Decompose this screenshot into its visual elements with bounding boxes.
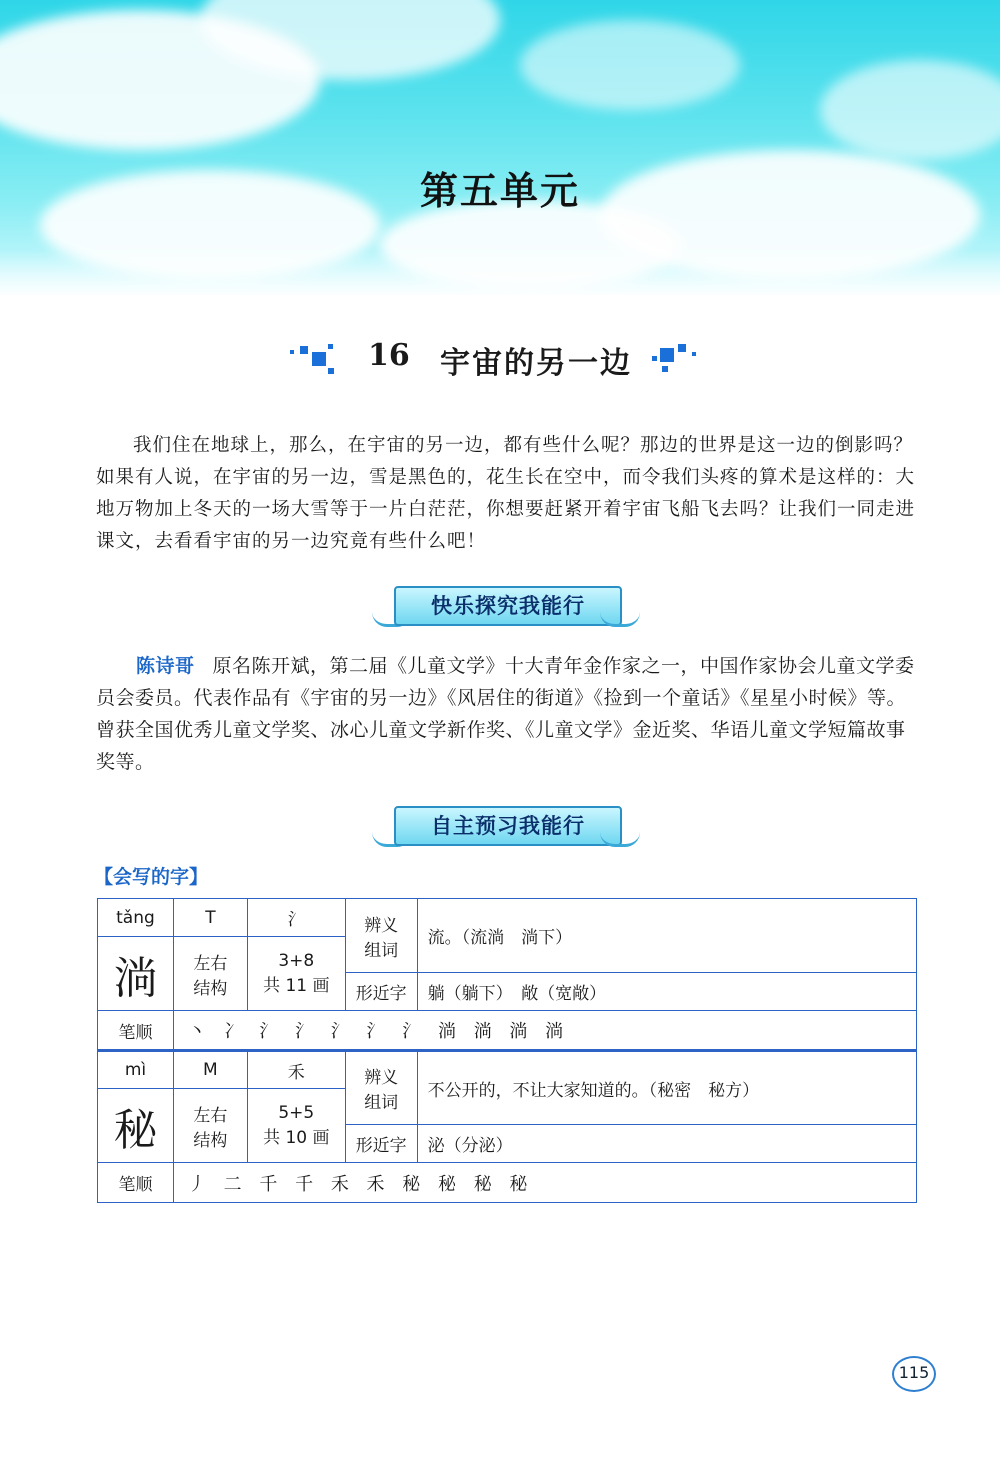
- banner-preview-text: 自主预习我能行: [431, 814, 585, 838]
- table-row: [98, 1051, 917, 1089]
- structure-cell: 左右 结构: [173, 937, 247, 1011]
- character-cell: 淌: [98, 937, 174, 1011]
- pinyin-cell: tǎng: [98, 899, 174, 937]
- meaning-cell: 流。（流淌 淌下）: [417, 899, 916, 973]
- table-row: [98, 899, 917, 937]
- radical-cell: 氵: [247, 899, 345, 937]
- initial-cell: M: [173, 1051, 247, 1089]
- stroke-order-cell: 丿 二 千 千 禾 禾 秘 秘 秘 秘: [173, 1163, 916, 1203]
- stroke-order-label: 笔顺: [98, 1163, 174, 1203]
- character-table: [97, 898, 917, 1203]
- meaning-label: 辨义 组词: [345, 1051, 417, 1125]
- unit-title: 第五单元: [419, 168, 580, 213]
- strokes-count-cell: 3+8 共 11 画: [247, 937, 345, 1011]
- character-cell: 秘: [98, 1089, 174, 1163]
- similar-label: 形近字: [345, 1125, 417, 1163]
- table-row: [98, 1163, 917, 1203]
- author-name: 陈诗哥: [136, 655, 195, 677]
- lesson-number: 16: [368, 338, 410, 373]
- page-number: 115: [892, 1356, 936, 1392]
- section-label-writing: 【会写的字】: [94, 866, 209, 888]
- similar-label: 形近字: [345, 973, 417, 1011]
- meaning-label: 辨义 组词: [345, 899, 417, 973]
- sky-header-image: [0, 0, 1000, 295]
- table-row: [98, 1011, 917, 1051]
- meaning-cell: 不公开的，不让大家知道的。（秘密 秘方）: [417, 1051, 916, 1125]
- lesson-title: 宇宙的另一边: [440, 346, 632, 381]
- pixel-decoration-left-icon: [290, 342, 334, 376]
- section-banner-preview: [372, 802, 640, 854]
- similar-cell: 躺（躺下） 敞（宽敞）: [417, 973, 916, 1011]
- pixel-decoration-right-icon: [652, 342, 696, 376]
- stroke-order-cell: 丶 冫 氵 氵 氵 氵 氵 淌 淌 淌 淌: [173, 1011, 916, 1051]
- structure-cell: 左右 结构: [173, 1089, 247, 1163]
- intro-paragraph: 我们住在地球上，那么，在宇宙的另一边，都有些什么呢？那边的世界是这一边的倒影吗？如果有人说，在宇宙的另一边，雪是黑色的，花生长在空中，而令我们头疼的算术是这样的：大地万物加上冬天的一场大雪等于一片白茫茫，你想要赶紧开着宇宙飞船飞去吗？让我们一同走进课文，去看看宇宙的另一边究竟有些什么吧！: [96, 435, 916, 552]
- radical-cell: 禾: [247, 1051, 345, 1089]
- author-intro: [96, 650, 916, 778]
- similar-cell: 泌（分泌）: [417, 1125, 916, 1163]
- lesson-heading: [290, 336, 720, 380]
- stroke-order-label: 笔顺: [98, 1011, 174, 1051]
- banner-explore-text: 快乐探究我能行: [431, 594, 585, 618]
- pinyin-cell: mì: [98, 1051, 174, 1089]
- section-banner-explore: [372, 582, 640, 634]
- strokes-count-cell: 5+5 共 10 画: [247, 1089, 345, 1163]
- initial-cell: T: [173, 899, 247, 937]
- author-bio: 原名陈开斌，第二届《儿童文学》十大青年金作家之一，中国作家协会儿童文学委员会委员。代表作品有《宇宙的另一边》《风居住的街道》《捡到一个童话》《星星小时候》等。曾获全国优秀儿童文学奖、冰心儿童文学新作奖、《儿童文学》金近奖、华语儿童文学短篇故事奖等。: [96, 655, 915, 773]
